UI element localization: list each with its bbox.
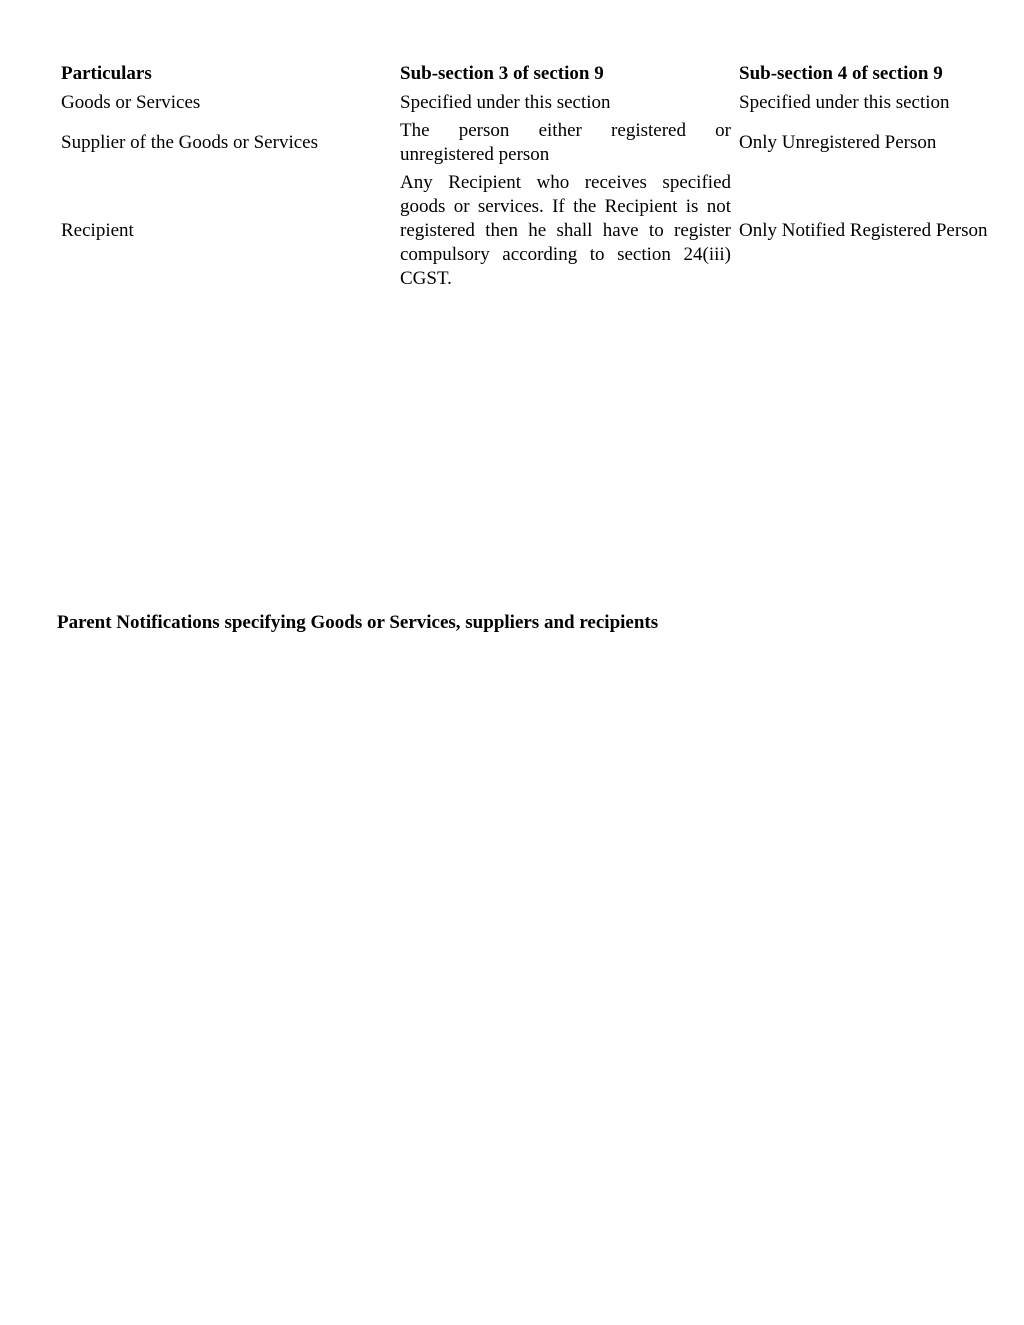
section-heading: Parent Notifications specifying Goods or Services, suppliers and recipients bbox=[57, 612, 659, 633]
table-header-row bbox=[57, 60, 1007, 89]
table-row bbox=[57, 117, 1007, 169]
column-header-subsection-4: Sub-section 4 of section 9 bbox=[739, 63, 943, 84]
table-cell-particular: Supplier of the Goods or Services bbox=[61, 132, 318, 153]
table-cell-subsection-3: The person either registered or unregistered person bbox=[400, 120, 731, 165]
table-cell-subsection-4: Only Notified Registered Person bbox=[739, 220, 988, 241]
table-row bbox=[57, 169, 1007, 293]
column-header-particulars: Particulars bbox=[61, 63, 152, 84]
table-cell-subsection-4: Specified under this section bbox=[739, 92, 950, 113]
table-cell-subsection-3: Specified under this section bbox=[400, 92, 611, 113]
table-row bbox=[57, 89, 1007, 117]
table-cell-subsection-4: Only Unregistered Person bbox=[739, 132, 937, 153]
column-header-subsection-3: Sub-section 3 of section 9 bbox=[400, 63, 604, 84]
table-cell-particular: Recipient bbox=[61, 220, 134, 241]
comparison-table bbox=[57, 60, 1007, 293]
table-cell-particular: Goods or Services bbox=[61, 92, 201, 113]
table-cell-subsection-3: Any Recipient who receives specified goods or services. If the Recipient is not registered then he shall have to register compulsory according to section 24(iii) CGST. bbox=[400, 172, 731, 289]
